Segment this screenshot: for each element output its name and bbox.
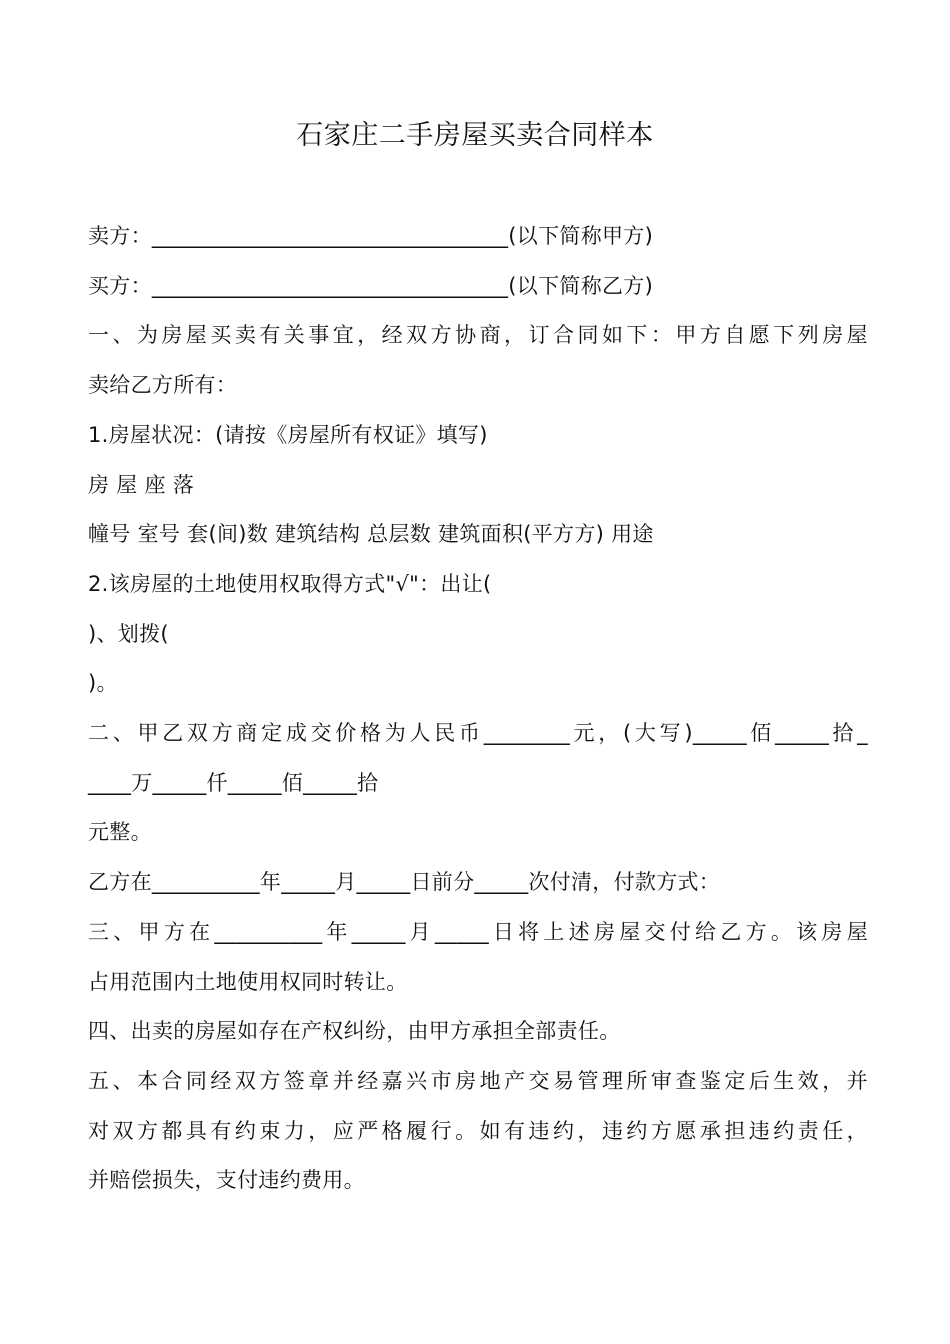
clause-3-line-1: 三、甲方在__________年_____月_____日将上述房屋交付给乙方。该房屋 <box>88 919 868 944</box>
clause-5-line-1: 五、本合同经双方签章并经嘉兴市房地产交易管理所审查鉴定后生效，并 <box>88 1068 868 1093</box>
buyer-line: 买方：_________________________________(以下简称乙方) <box>88 273 654 298</box>
clause-2-line-2: ____万_____仟_____佰_____拾 <box>88 770 379 795</box>
house-status-line: 1.房屋状况：(请按《房屋所有权证》填写) <box>88 422 488 447</box>
house-location-line: 房 屋 座 落 <box>88 472 195 497</box>
clause-5-line-2: 对双方都具有约束力，应严格履行。如有违约，违约方愿承担违约责任， <box>88 1118 868 1143</box>
clause-1-line-2: 卖给乙方所有： <box>88 373 238 398</box>
land-use-line-1: 2.该房屋的土地使用权取得方式"√"：出让( <box>88 571 492 596</box>
land-use-line-2: )、划拨( <box>88 621 169 646</box>
land-use-line-3: )。 <box>88 671 118 696</box>
document-body <box>88 212 868 1206</box>
clause-3-line-2: 占用范围内土地使用权同时转让。 <box>88 969 408 994</box>
clause-2-line-1: 二、甲乙双方商定成交价格为人民币________元，(大写)_____佰_____拾_ <box>88 721 868 746</box>
payment-line: 乙方在__________年_____月_____日前分_____次付清，付款方式： <box>88 870 721 895</box>
clause-2-line-3: 元整。 <box>88 820 152 845</box>
clause-1-line-1: 一、为房屋买卖有关事宜，经双方协商，订合同如下：甲方自愿下列房屋 <box>88 323 868 348</box>
house-fields-line: 幢号 室号 套(间)数 建筑结构 总层数 建筑面积(平方方) 用途 <box>88 522 654 547</box>
seller-line: 卖方：_________________________________(以下简称甲方) <box>88 224 654 248</box>
clause-5-line-3: 并赔偿损失，支付违约费用。 <box>88 1168 365 1193</box>
clause-4-line: 四、出卖的房屋如存在产权纠纷，由甲方承担全部责任。 <box>88 1019 621 1044</box>
document-title: 石家庄二手房屋买卖合同样本 <box>296 120 654 151</box>
